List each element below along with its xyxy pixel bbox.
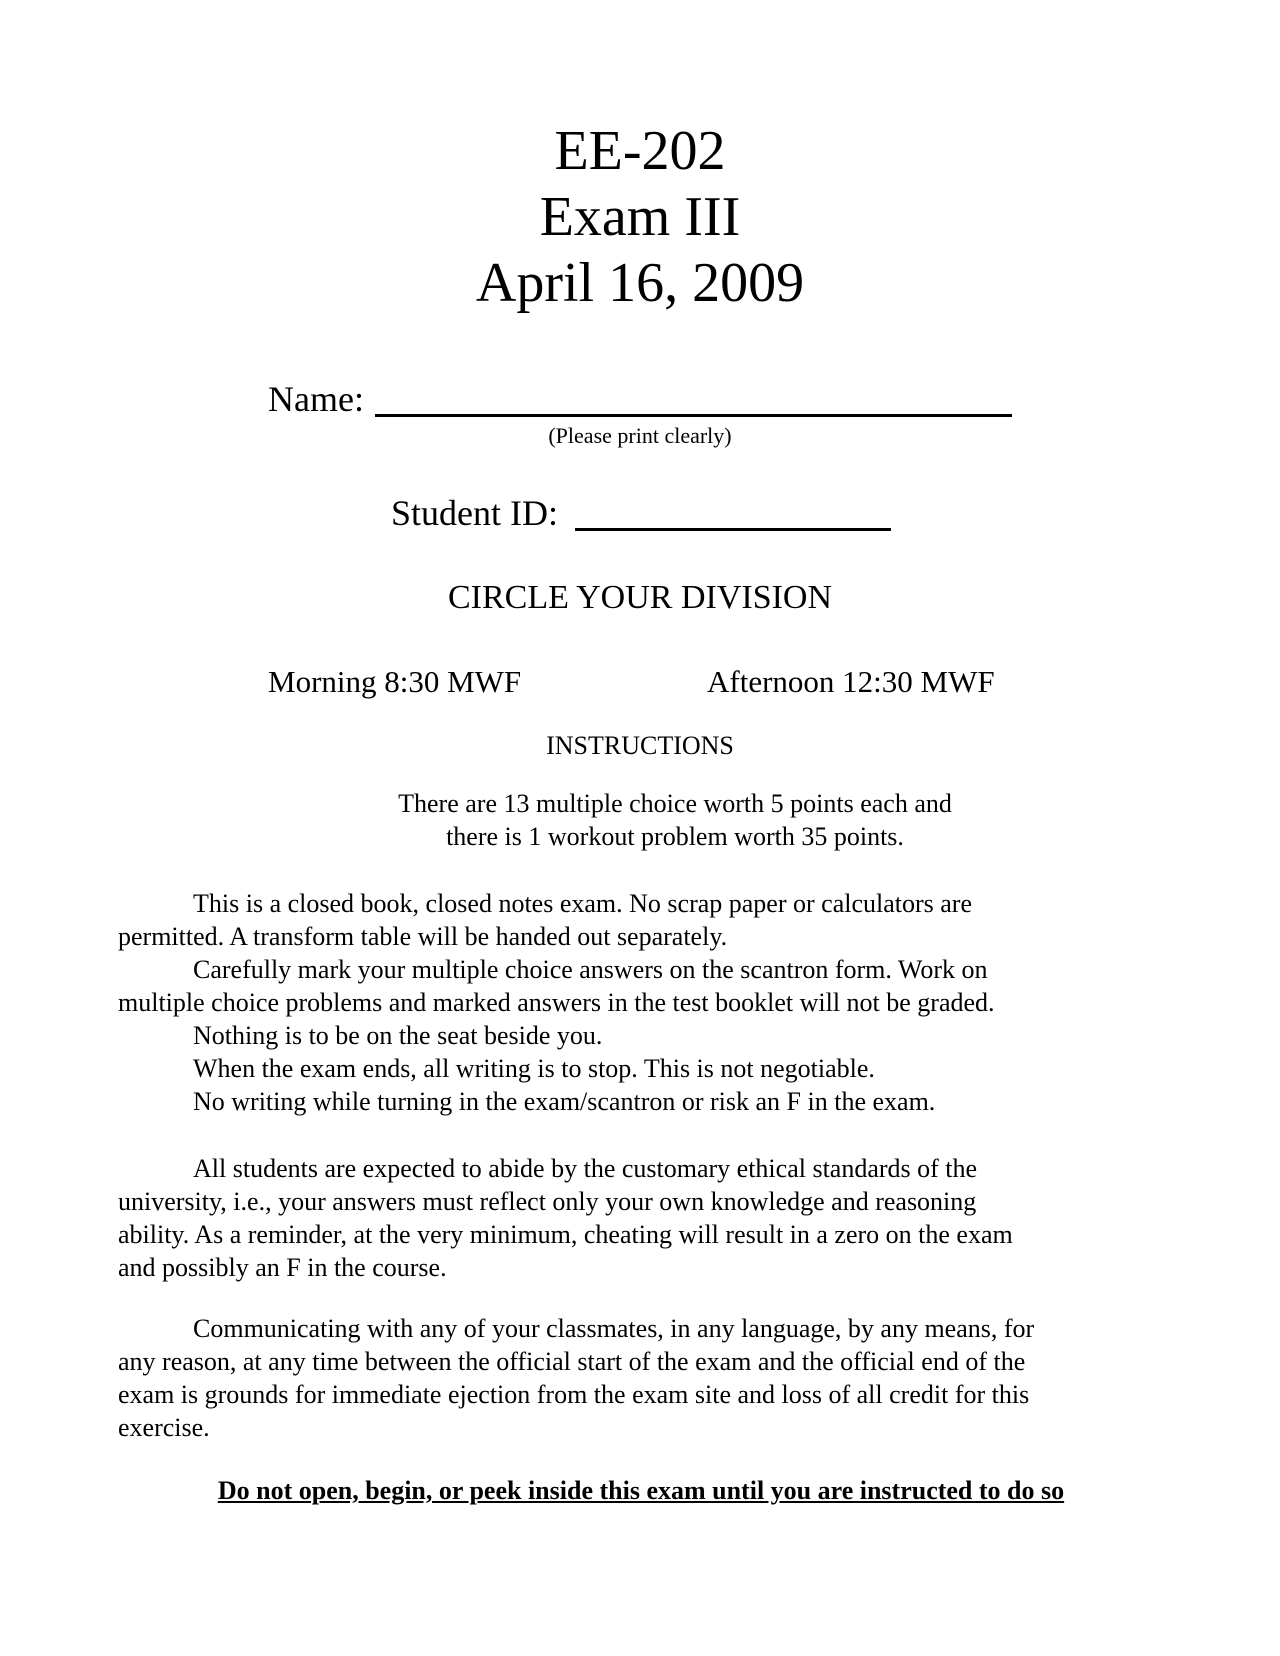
rules-line: Nothing is to be on the seat beside you. bbox=[193, 1021, 603, 1050]
ethics-line: ability. As a reminder, at the very minimum, cheating will result in a zero on the exam bbox=[118, 1220, 1013, 1249]
rules-line: This is a closed book, closed notes exam. No scrap paper or calculators are bbox=[193, 889, 973, 918]
student-id-field[interactable] bbox=[575, 528, 891, 531]
rules-line: No writing while turning in the exam/scantron or risk an F in the exam. bbox=[193, 1087, 936, 1116]
instructions-summary-line: there is 1 workout problem worth 35 points. bbox=[446, 822, 904, 851]
instructions-summary-line: There are 13 multiple choice worth 5 points each and bbox=[398, 789, 952, 818]
course-code: EE-202 bbox=[554, 120, 726, 182]
exam-title: Exam III bbox=[539, 186, 741, 248]
ethics-line: All students are expected to abide by the customary ethical standards of the bbox=[193, 1154, 978, 1183]
ethics-line: university, i.e., your answers must reflect only your own knowledge and reasoning bbox=[118, 1187, 977, 1216]
student-id-label: Student ID: bbox=[391, 493, 558, 533]
ethics-line: and possibly an F in the course. bbox=[118, 1253, 447, 1282]
rules-line: multiple choice problems and marked answers in the test booklet will not be graded. bbox=[118, 988, 995, 1017]
name-field[interactable] bbox=[375, 414, 1012, 417]
rules-line: permitted. A transform table will be handed out separately. bbox=[118, 922, 728, 951]
rules-line: Carefully mark your multiple choice answers on the scantron form. Work on bbox=[193, 955, 988, 984]
instructions-heading: INSTRUCTIONS bbox=[546, 731, 734, 760]
communication-line: Communicating with any of your classmates, in any language, by any means, for bbox=[193, 1314, 1035, 1343]
division-option-morning[interactable]: Morning 8:30 MWF bbox=[268, 664, 522, 699]
name-label: Name: bbox=[268, 379, 364, 419]
exam-date: April 16, 2009 bbox=[475, 252, 805, 314]
communication-line: exercise. bbox=[118, 1413, 210, 1442]
division-title: CIRCLE YOUR DIVISION bbox=[447, 579, 833, 616]
communication-line: any reason, at any time between the official start of the exam and the official end of the bbox=[118, 1347, 1026, 1376]
name-hint: (Please print clearly) bbox=[548, 423, 732, 448]
exam-warning: Do not open, begin, or peek inside this exam until you are instructed to do so bbox=[217, 1476, 1065, 1505]
division-option-afternoon[interactable]: Afternoon 12:30 MWF bbox=[707, 664, 995, 699]
communication-line: exam is grounds for immediate ejection from the exam site and loss of all credit for this bbox=[118, 1380, 1030, 1409]
rules-line: When the exam ends, all writing is to stop. This is not negotiable. bbox=[193, 1054, 875, 1083]
